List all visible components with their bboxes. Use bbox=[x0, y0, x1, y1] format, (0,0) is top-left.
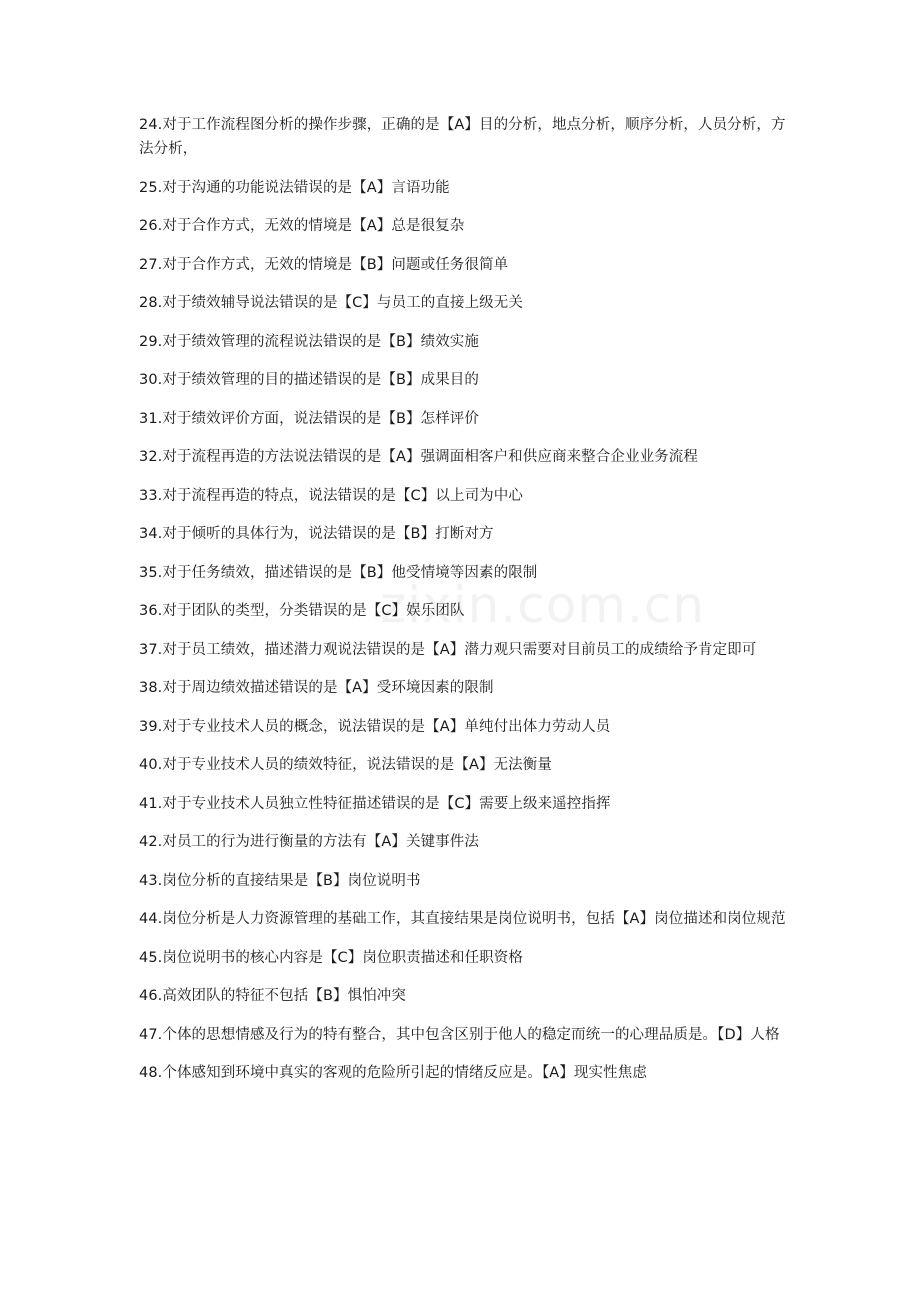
question-item: 40.对于专业技术人员的绩效特征，说法错误的是【A】无法衡量 bbox=[139, 757, 552, 773]
question-item: 29.对于绩效管理的流程说法错误的是【B】绩效实施 bbox=[139, 333, 480, 350]
question-item: 25.对于沟通的功能说法错误的是【A】言语功能 bbox=[139, 179, 450, 196]
question-item: 36.对于团队的类型，分类错误的是【C】娱乐团队 bbox=[139, 603, 465, 619]
question-item: 33.对于流程再造的特点，说法错误的是【C】以上司为中心 bbox=[139, 487, 523, 504]
question-item: 47.个体的思想情感及行为的特有整合，其中包含区别于他人的稳定而统一的心理品质是。【D】人格 bbox=[139, 1026, 780, 1043]
question-item: 27.对于合作方式，无效的情境是【B】问题或任务很简单 bbox=[139, 256, 509, 273]
question-item: 41.对于专业技术人员独立性特征描述错误的是【C】需要上级来遥控指挥 bbox=[139, 795, 611, 812]
question-item: 45.岗位说明书的核心内容是【C】岗位职责描述和任职资格 bbox=[139, 949, 523, 966]
question-item: 38.对于周边绩效描述错误的是【A】受环境因素的限制 bbox=[139, 680, 494, 696]
watermark: zixin.com.cn bbox=[380, 576, 706, 634]
question-item: 30.对于绩效管理的目的描述错误的是【B】成果目的 bbox=[139, 372, 480, 388]
question-item: 43.岗位分析的直接结果是【B】岗位说明书 bbox=[139, 872, 421, 889]
question-item: 37.对于员工绩效，描述潜力观说法错误的是【A】潜力观只需要对目前员工的成绩给予肯定即可 bbox=[139, 641, 757, 658]
question-item: 32.对于流程再造的方法说法错误的是【A】强调面相客户和供应商来整合企业业务流程 bbox=[139, 449, 698, 465]
question-item: 26.对于合作方式，无效的情境是【A】总是很复杂 bbox=[139, 218, 465, 234]
question-item: 48.个体感知到环境中真实的客观的危险所引起的情绪反应是。【A】现实性焦虑 bbox=[139, 1065, 647, 1081]
question-item: 28.对于绩效辅导说法错误的是【C】与员工的直接上级无关 bbox=[139, 295, 523, 311]
question-item: 34.对于倾听的具体行为，说法错误的是【B】打断对方 bbox=[139, 526, 494, 542]
question-item: 39.对于专业技术人员的概念，说法错误的是【A】单纯付出体力劳动人员 bbox=[139, 718, 611, 735]
question-item: 46.高效团队的特征不包括【B】惧怕冲突 bbox=[139, 988, 407, 1004]
question-item: 31.对于绩效评价方面，说法错误的是【B】怎样评价 bbox=[139, 410, 480, 427]
question-item: 42.对员工的行为进行衡量的方法有【A】关键事件法 bbox=[139, 834, 479, 850]
question-item: 44.岗位分析是人力资源管理的基础工作，其直接结果是岗位说明书，包括【A】岗位描述和岗位规范 bbox=[139, 911, 786, 927]
question-list bbox=[139, 113, 787, 1100]
question-item: 35.对于任务绩效，描述错误的是【B】他受情境等因素的限制 bbox=[139, 564, 538, 581]
question-item: 24.对于工作流程图分析的操作步骤，正确的是【A】目的分析，地点分析，顺序分析，人员分析，方法分析， bbox=[139, 117, 786, 157]
